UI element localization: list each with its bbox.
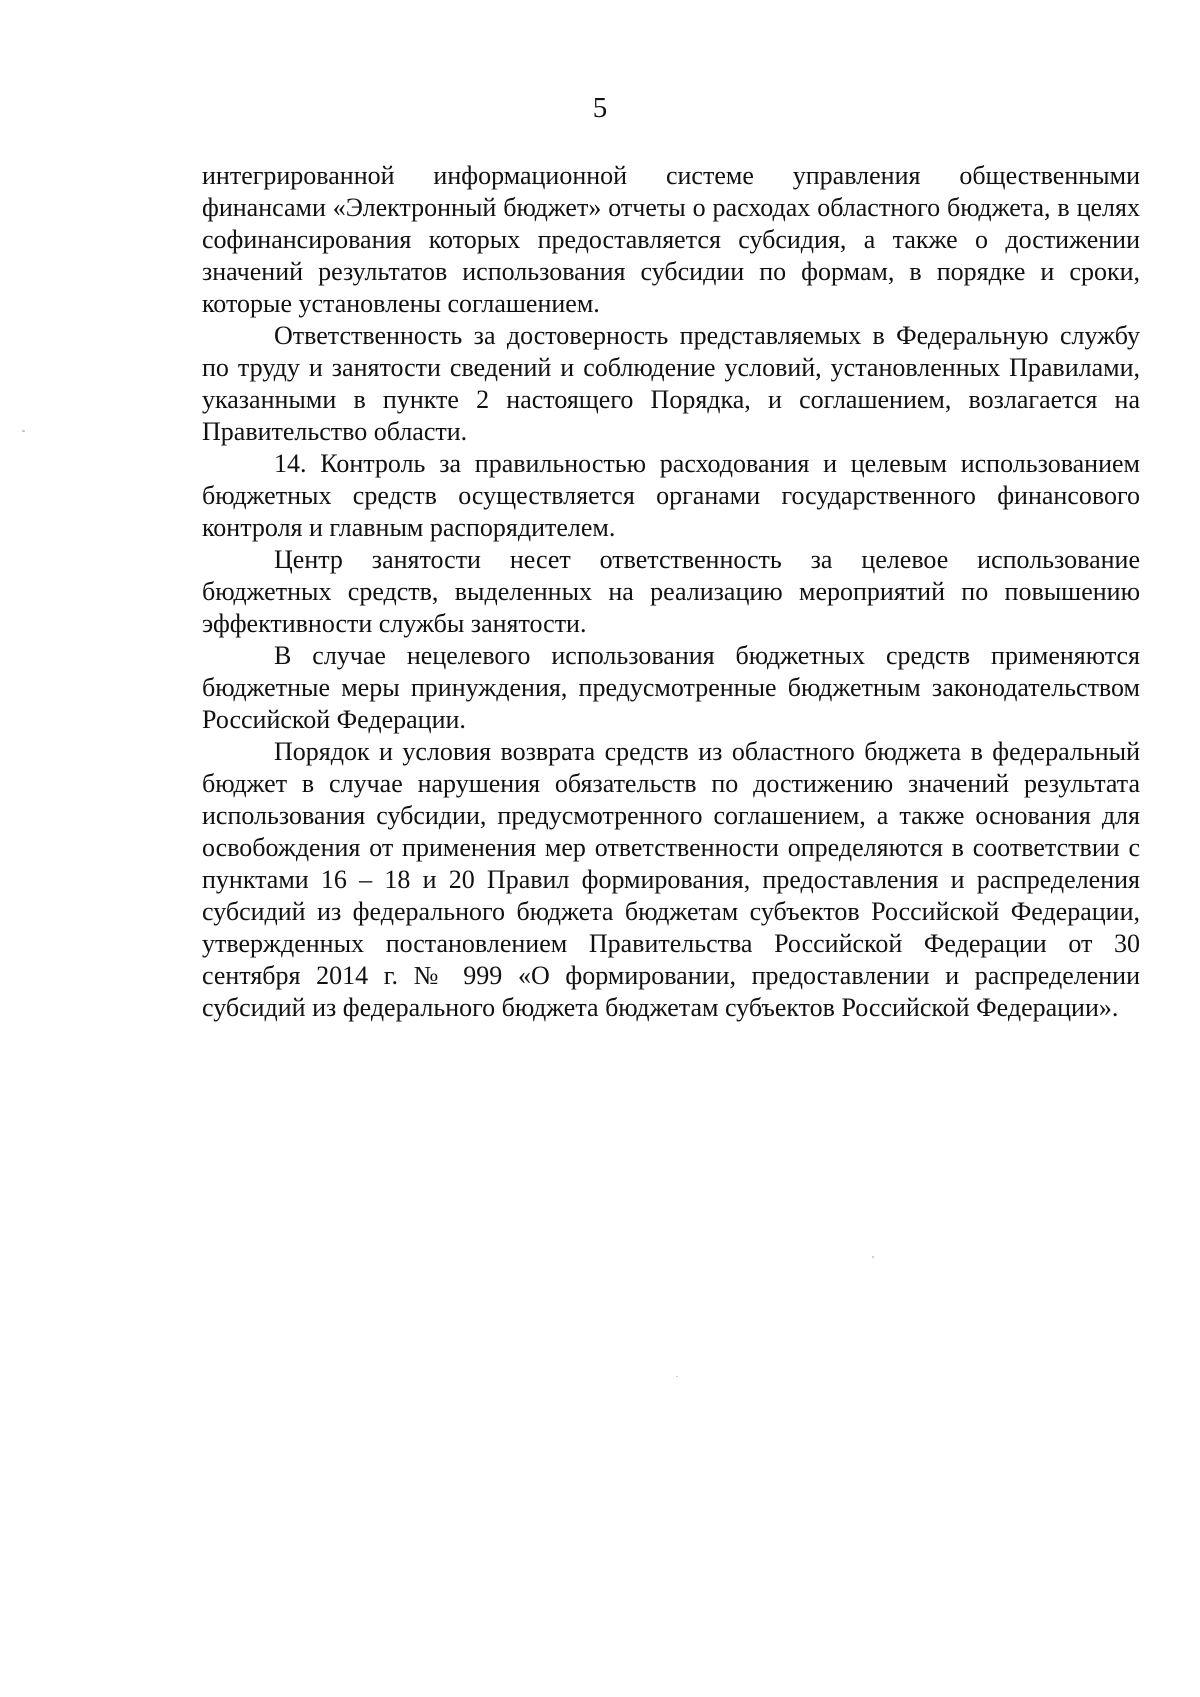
paragraph-14-control: 14. Контроль за правильностью расходования и целевым использованием бюджетных средств осуществляется органами государственного финансового контроля и главным распорядителем. bbox=[202, 449, 1140, 542]
scan-speck bbox=[22, 430, 25, 432]
paragraph-continuation: интегрированной информационной системе управления общественными финансами «Электронный бюджет» отчеты о расходах областного бюджета, в целях софинансирования которых предоставляется субсидия, а также о достижении значений результатов использования субсидии по формам, в порядке и сроки, которые установлены соглашением. bbox=[202, 161, 1140, 318]
scan-speck bbox=[676, 1376, 678, 1377]
scan-speck bbox=[872, 1256, 874, 1258]
paragraph-employment-center: Центр занятости несет ответственность за целевое использование бюджетных средств, выделенных на реализацию мероприятий по повышению эффективности службы занятости. bbox=[202, 545, 1140, 638]
page-number: 5 bbox=[592, 92, 608, 124]
document-body bbox=[202, 160, 1140, 1024]
paragraph-responsibility: Ответственность за достоверность представляемых в Федеральную службу по труду и занятости сведений и соблюдение условий, установленных Правилами, указанными в пункте 2 настоящего Порядка, и соглашением, возлагается на Правительство области. bbox=[202, 321, 1140, 446]
paragraph-misuse: В случае нецелевого использования бюджетных средств применяются бюджетные меры принуждения, предусмотренные бюджетным законодательством Российской Федерации. bbox=[202, 641, 1140, 734]
paragraph-return-procedure: Порядок и условия возврата средств из областного бюджета в федеральный бюджет в случае нарушения обязательств по достижению значений результата использования субсидии, предусмотренного соглашением, а также основания для освобождения от применения мер ответственности определяются в соответствии с пунктами 16 – 18 и 20 Правил формирования, предоставления и распределения субсидий из федерального бюджета бюджетам субъектов Российской Федерации, утвержденных постановлением Правительства Российской Федерации от 30 сентября 2014 г. № 999 «О формировании, предоставлении и распределении субсидий из федерального бюджета бюджетам субъектов Российской Федерации». bbox=[202, 737, 1140, 1022]
